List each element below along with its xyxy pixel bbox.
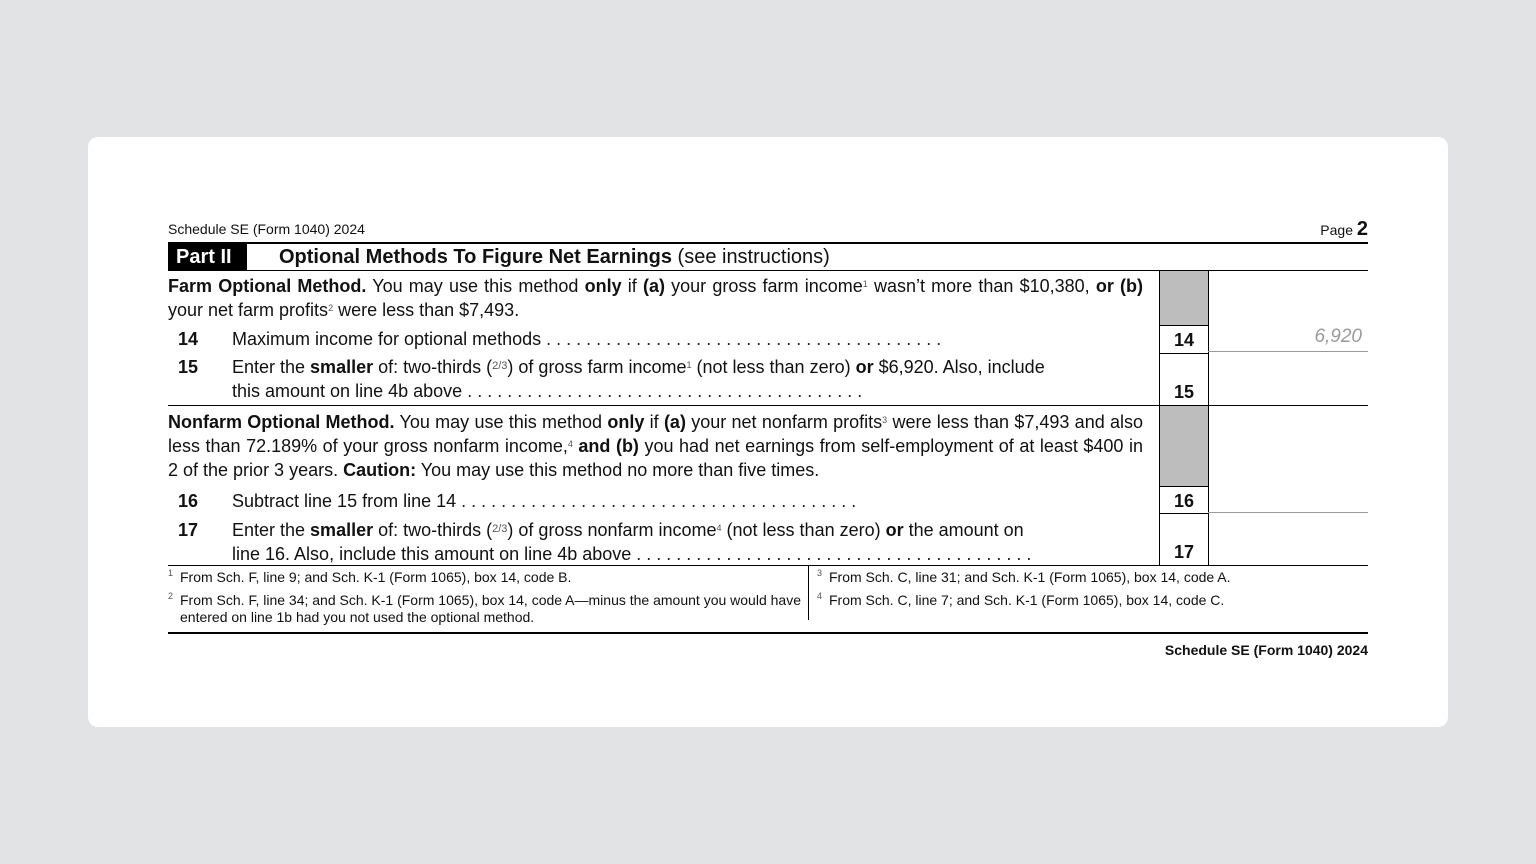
line-15-fraction: 2/3 bbox=[492, 360, 508, 372]
nonfarm-text-6: you had net earnings from self-employment of at least $400 in 2 of the prior 3 years. bbox=[168, 436, 1143, 480]
nonfarm-and-b: and (b) bbox=[578, 436, 639, 456]
footnote-4-text: From Sch. C, line 7; and Sch. K-1 (Form 1065), box 14, code C. bbox=[829, 592, 1225, 608]
line-15-t3: ) of gross farm income bbox=[507, 357, 687, 377]
footnote-2-marker: 2 bbox=[168, 591, 174, 601]
line-17-t2: of: two-thirds ( bbox=[373, 520, 493, 540]
line-15-smaller: smaller bbox=[310, 357, 374, 377]
footnote-1-marker: 1 bbox=[168, 568, 174, 578]
line-17-text-1 bbox=[232, 518, 1144, 542]
farm-method-title: Farm Optional Method. bbox=[168, 276, 367, 296]
farm-optional-section bbox=[168, 271, 1368, 406]
farm-only: only bbox=[584, 276, 622, 296]
page-header bbox=[168, 218, 1368, 242]
farm-text-5: your net farm profits bbox=[168, 300, 329, 320]
footnote-1-text: From Sch. F, line 9; and Sch. K-1 (Form 1065), box 14, code B. bbox=[180, 569, 572, 585]
nonfarm-text-1: You may use this method bbox=[394, 412, 608, 432]
line-17-t4: (not less than zero) bbox=[721, 520, 886, 540]
page-indicator bbox=[1320, 218, 1368, 241]
line-15-t5: $6,920. Also, include bbox=[873, 357, 1045, 377]
part-title-note: (see instructions) bbox=[677, 246, 830, 268]
line-16-amount-field[interactable] bbox=[1212, 486, 1362, 510]
line-15-t1: Enter the bbox=[232, 357, 311, 377]
footnotes bbox=[168, 565, 1368, 634]
line-15-number: 15 bbox=[178, 357, 199, 377]
footnote-4-marker: 4 bbox=[817, 591, 823, 601]
line-14-number: 14 bbox=[178, 329, 199, 349]
line-17-t5: the amount on bbox=[903, 520, 1024, 540]
farm-text-6: were less than $7,493. bbox=[333, 300, 520, 320]
line-16 bbox=[168, 489, 1148, 513]
box-16-label: 16 bbox=[1160, 486, 1208, 514]
part-title-main: Optional Methods To Figure Net Earnings bbox=[279, 246, 672, 268]
footnote-1 bbox=[168, 569, 808, 586]
part-badge: Part II bbox=[168, 244, 247, 270]
nonfarm-text-4: were less than $7,493 and also less than 72.189% of your gross nonfarm income, bbox=[168, 412, 1144, 456]
part-heading bbox=[168, 242, 1368, 271]
line-15-t4: (not less than zero) bbox=[691, 357, 856, 377]
line-14 bbox=[168, 327, 1148, 351]
line-17-text-2 bbox=[232, 542, 1144, 566]
footnote-4 bbox=[817, 592, 1367, 609]
farm-a: (a) bbox=[642, 276, 665, 296]
nonfarm-optional-section bbox=[168, 406, 1368, 565]
line-15-footnote-ref: 1 bbox=[686, 360, 692, 370]
schedule-header: Schedule SE (Form 1040) 2024 bbox=[168, 221, 365, 237]
line-16-text bbox=[232, 489, 1144, 513]
line-17-t3: ) of gross nonfarm income bbox=[507, 520, 717, 540]
leader-dots: . . . . . . . . . . . . . . . . . . . . . . . . . . . . . . . . . . . . . . . . bbox=[546, 329, 942, 349]
leader-dots: . . . . . . . . . . . . . . . . . . . . . . . . . . . . . . . . . . . . . . . . bbox=[467, 381, 863, 401]
line-15-text-2 bbox=[232, 379, 1144, 403]
line-number-column bbox=[1159, 271, 1209, 405]
line-16-label: Subtract line 15 from line 14 bbox=[232, 491, 457, 511]
farm-text-3: your gross farm income bbox=[664, 276, 863, 296]
nonfarm-text-7: You may use this method no more than five times. bbox=[416, 460, 820, 480]
line-17-or: or bbox=[885, 520, 904, 540]
leader-dots: . . . . . . . . . . . . . . . . . . . . . . . . . . . . . . . . . . . . . . . . bbox=[636, 544, 1032, 564]
line-15-text-1 bbox=[232, 355, 1144, 379]
line-15-or: or bbox=[855, 357, 874, 377]
footnote-3-text: From Sch. C, line 31; and Sch. K-1 (Form 1065), box 14, code A. bbox=[829, 569, 1231, 585]
farm-text-2: if bbox=[621, 276, 643, 296]
footnote-3 bbox=[817, 569, 1367, 586]
farm-method-intro bbox=[168, 274, 1143, 322]
line-15-t2: of: two-thirds ( bbox=[373, 357, 493, 377]
footnote-2-text: From Sch. F, line 34; and Sch. K-1 (Form 1065), box 14, code A—minus the amount you would have entered on line 1b had you not used the optional method. bbox=[180, 592, 801, 625]
farm-text-1: You may use this method bbox=[366, 276, 585, 296]
line-17-number: 17 bbox=[178, 520, 199, 540]
line-16-number: 16 bbox=[178, 491, 199, 511]
farm-text-4: wasn’t more than $10,380, bbox=[867, 276, 1096, 296]
farm-or-b: or (b) bbox=[1095, 276, 1143, 296]
shaded-box bbox=[1160, 406, 1208, 486]
page-footer: Schedule SE (Form 1040) 2024 bbox=[1164, 642, 1368, 658]
footnote-ref-3: 3 bbox=[882, 415, 888, 425]
page-number: 2 bbox=[1356, 218, 1368, 240]
line-number-column bbox=[1159, 406, 1209, 565]
line-17-fraction: 2/3 bbox=[492, 523, 508, 535]
shaded-box bbox=[1160, 271, 1208, 325]
leader-dots: . . . . . . . . . . . . . . . . . . . . . . . . . . . . . . . . . . . . . . . . bbox=[461, 491, 857, 511]
footnote-ref-2: 2 bbox=[328, 303, 334, 313]
footnotes-right bbox=[817, 569, 1367, 615]
box-15-label: 15 bbox=[1173, 382, 1195, 402]
line-15-amount-field[interactable] bbox=[1212, 379, 1362, 403]
footnote-ref-1: 1 bbox=[862, 279, 868, 289]
line-17-t6: line 16. Also, include this amount on line 4b above bbox=[232, 544, 632, 564]
page-label: Page bbox=[1320, 222, 1353, 238]
line-15 bbox=[168, 355, 1148, 403]
nonfarm-only: only bbox=[607, 412, 645, 432]
line-17-smaller: smaller bbox=[310, 520, 374, 540]
nonfarm-method-title: Nonfarm Optional Method. bbox=[168, 412, 395, 432]
line-14-text bbox=[232, 327, 1144, 351]
line-14-amount[interactable]: 6,920 bbox=[1314, 326, 1362, 347]
schedule-se-page-2 bbox=[168, 218, 1368, 658]
box-17-label: 17 bbox=[1173, 542, 1195, 562]
nonfarm-caution: Caution: bbox=[343, 460, 417, 480]
line-15-t6: this amount on line 4b above bbox=[232, 381, 463, 401]
line-14-label: Maximum income for optional methods bbox=[232, 329, 542, 349]
amount-separator bbox=[1208, 512, 1368, 513]
nonfarm-text-3: your net nonfarm profits bbox=[685, 412, 883, 432]
line-17 bbox=[168, 518, 1148, 566]
amount-separator bbox=[1208, 351, 1368, 352]
footnote-ref-4: 4 bbox=[567, 439, 573, 449]
part-title bbox=[279, 245, 830, 269]
line-17-footnote-ref: 4 bbox=[716, 523, 722, 533]
footnote-3-marker: 3 bbox=[817, 568, 823, 578]
nonfarm-method-intro bbox=[168, 410, 1143, 482]
footnotes-divider bbox=[808, 566, 809, 620]
footnote-2 bbox=[168, 592, 808, 626]
box-14-label: 14 bbox=[1160, 325, 1208, 354]
line-17-amount-field[interactable] bbox=[1212, 539, 1362, 563]
nonfarm-text-2: if bbox=[644, 412, 664, 432]
line-17-t1: Enter the bbox=[232, 520, 311, 540]
nonfarm-a: (a) bbox=[663, 412, 686, 432]
footnotes-left bbox=[168, 569, 808, 632]
